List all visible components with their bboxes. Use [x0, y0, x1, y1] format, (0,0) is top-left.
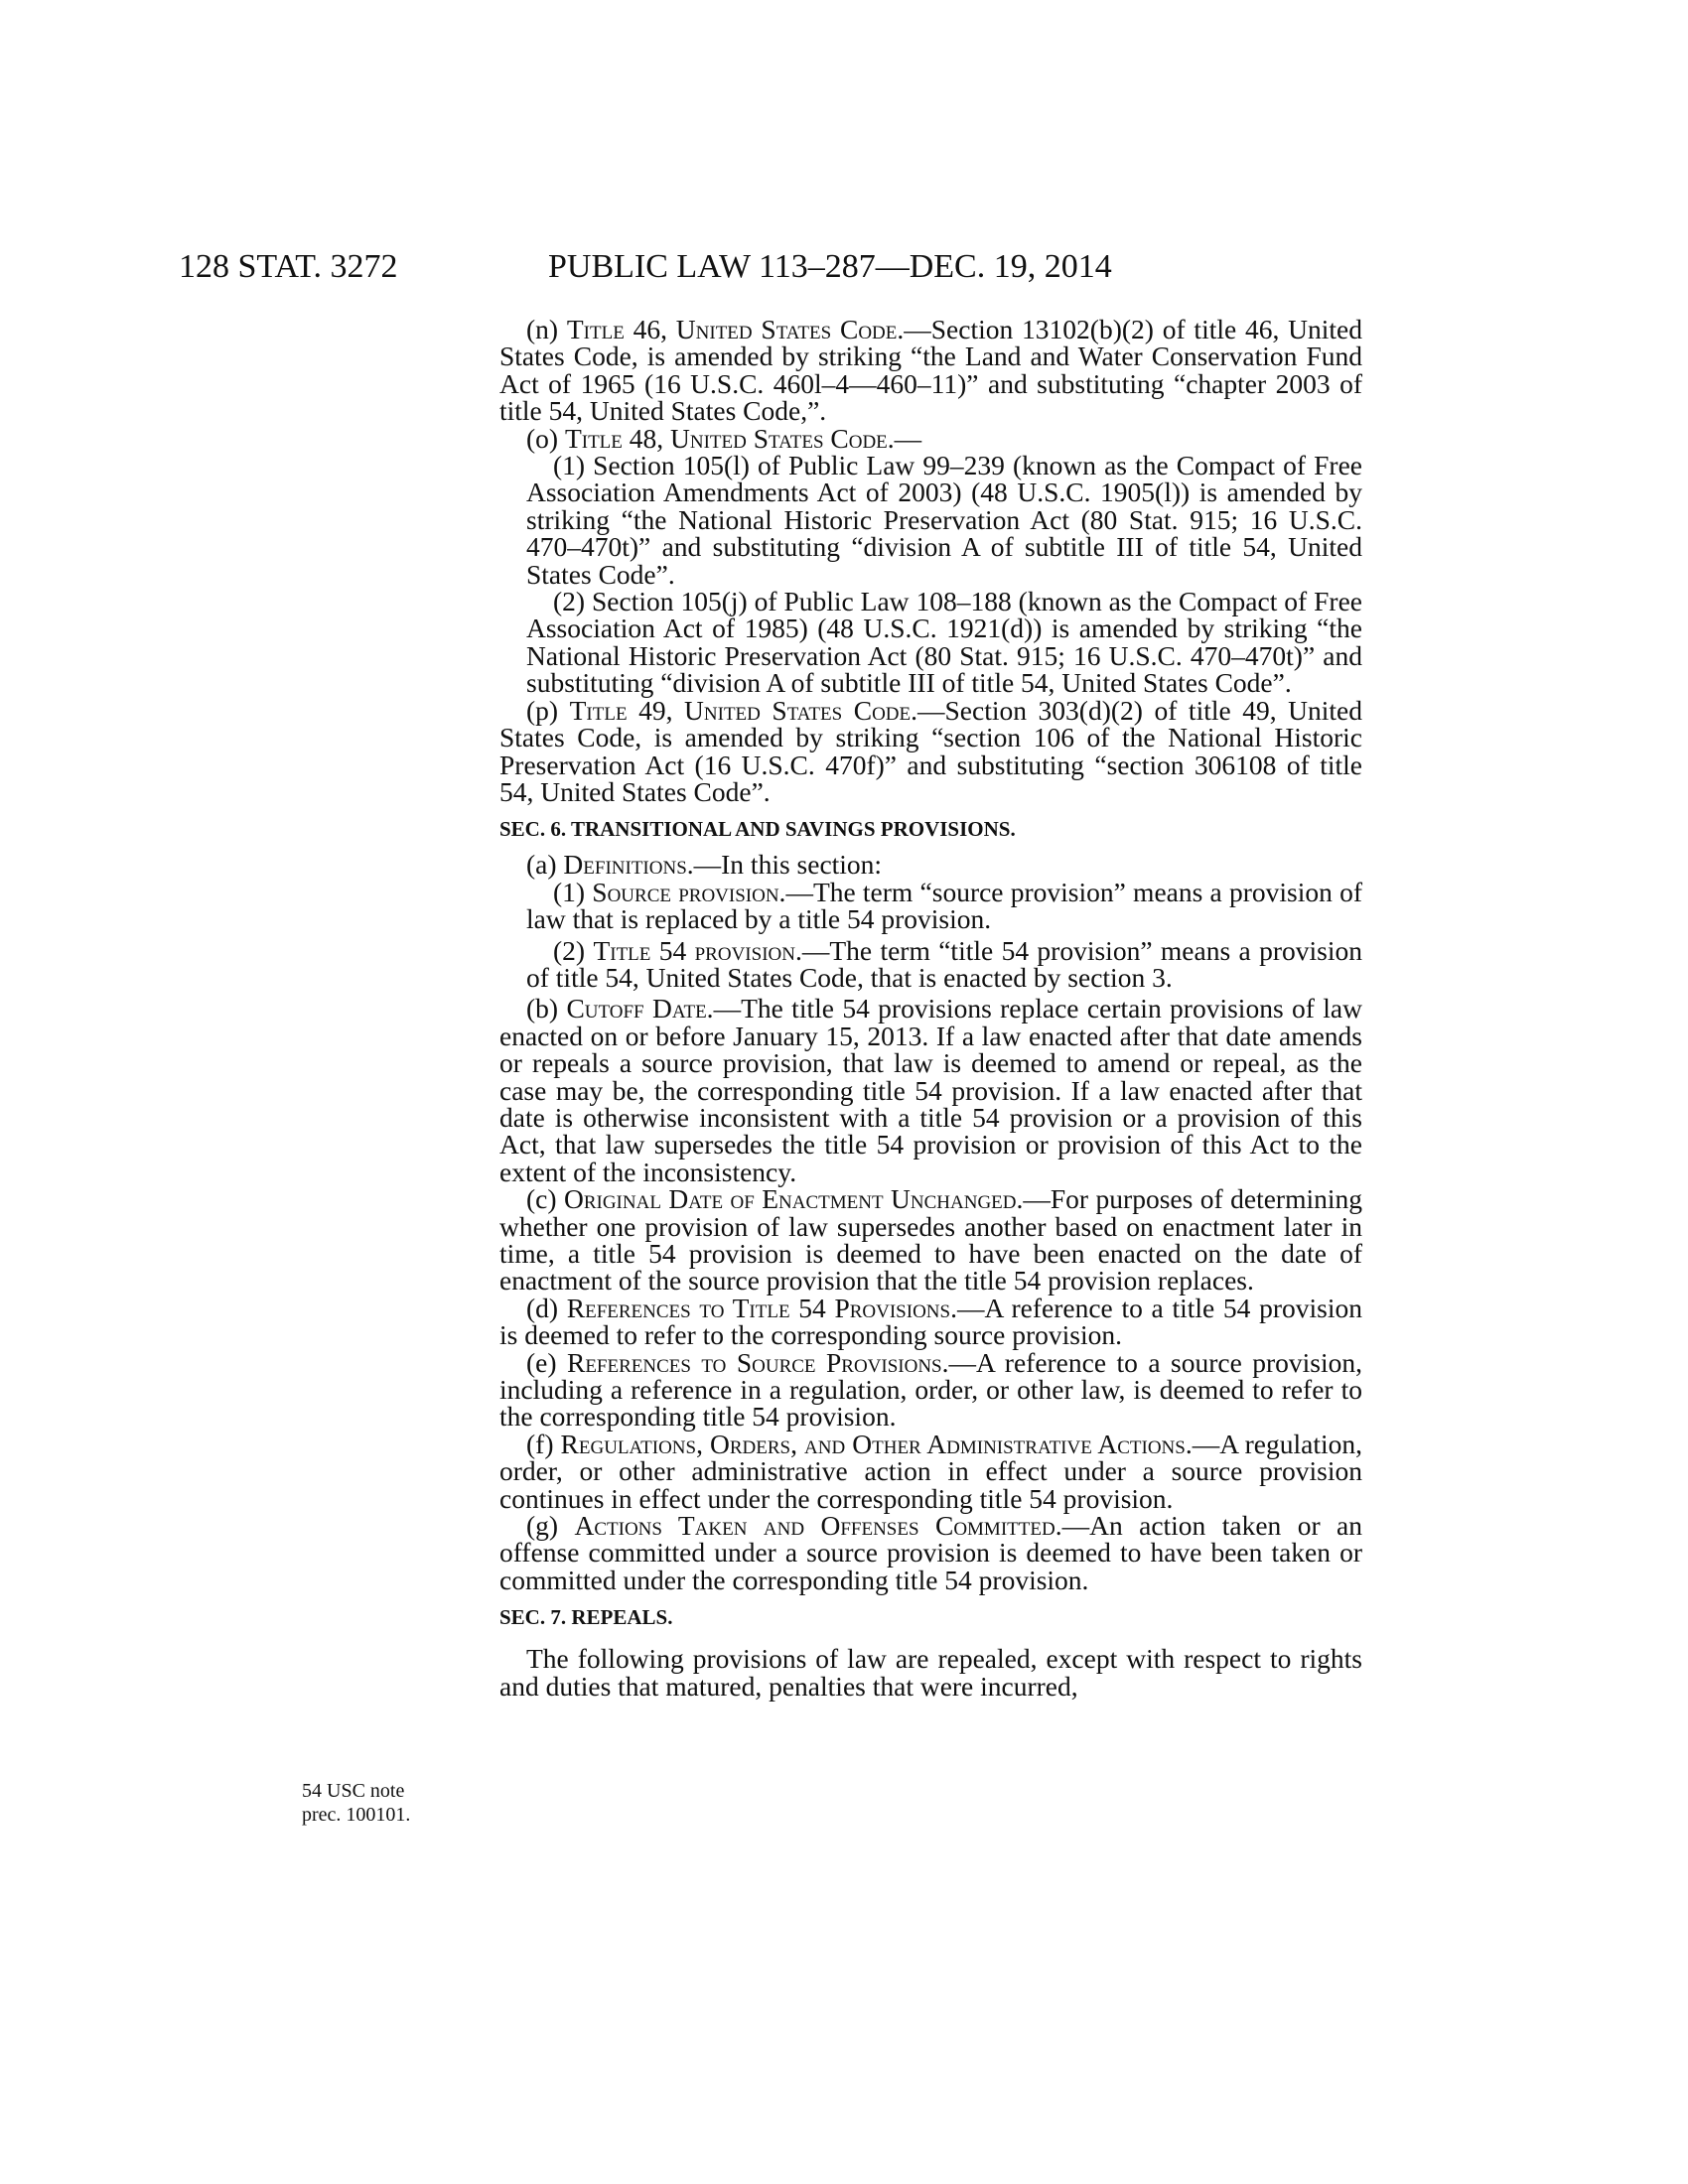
paragraph-marker: (c) [526, 1183, 564, 1215]
definition-heading: Source provision. [592, 876, 786, 907]
paragraph-n [499, 316, 1362, 425]
paragraph-text: —A reference to a title 54 provision is deemed to refer to the corresponding source provision. [499, 1292, 1362, 1351]
paragraph-text: — [894, 422, 922, 454]
paragraph-marker: (o) [526, 422, 565, 454]
section-6-heading: SEC. 6. TRANSITIONAL AND SAVINGS PROVISIONS. [499, 817, 1016, 842]
paragraph-6a [499, 849, 1362, 881]
paragraph-marker: (1) [553, 876, 593, 907]
statute-page-number: 128 STAT. 3272 [179, 248, 398, 285]
paragraph-marker: (p) [526, 694, 570, 726]
paragraph-heading: Cutoff Date. [566, 993, 714, 1024]
definition-heading: Title 54 provision. [593, 934, 802, 966]
paragraph-text: —Section 303(d)(2) of title 49, United States Code, is amended by striking “section 106 of the National Historic Preservation Act (16 U.S.C. 470f)” and substituting “section 306108 of title 54, United States Code”. [499, 694, 1363, 807]
paragraph-heading: Definitions. [563, 849, 694, 881]
paragraph-o [499, 422, 1362, 454]
section-7-heading: SEC. 7. REPEALS. [499, 1605, 673, 1630]
paragraph-text: —For purposes of determining whether one provision of law supersedes another based on enactment later in time, a title 54 provision is deemed to have been enacted on the date of enactment of the source provision that the title 54 provision replaces. [499, 1183, 1362, 1297]
paragraph-text: —The title 54 provisions replace certain provisions of law enacted on or before January 15, 2013. If a law enacted after that date amends or repeals a source provision, that law is deemed to amend or repeal, as the case may be, the corresponding title 54 provision. If a law enacted after that date is otherwise inconsistent with a title 54 provision or a provision of this Act, that law supersedes the title 54 provision or provision of this Act to the extent of the inconsistency. [499, 993, 1362, 1187]
paragraph-heading: Title 46, United States Code. [566, 314, 905, 344]
paragraph-o-1: (1) Section 105(l) of Public Law 99–239 (known as the Compact of Free Association Amendments Act of 2003) (48 U.S.C. 1905(l)) is amended by striking “the National Historic Preservation Act (80 Stat. 915; 16 U.S.C. 470–470t)” and substituting “division A of subtitle III of title 54, United States Code”. [526, 450, 1362, 590]
paragraph-heading: Actions Taken and Offenses Committed. [574, 1510, 1062, 1542]
paragraph-heading: Title 49, United States Code. [569, 694, 918, 726]
paragraph-marker: (n) [526, 314, 567, 344]
definition-text: —The term “title 54 provision” means a provision of title 54, United States Code, that is enacted by section 3. [526, 934, 1362, 993]
paragraph-text: —An action taken or an offense committed under a source provision is deemed to have been taken or committed under the corresponding title 54 provision. [499, 1510, 1362, 1595]
margin-note [302, 1779, 441, 1827]
paragraph-6f [499, 1428, 1362, 1514]
paragraph-marker: (g) [526, 1510, 575, 1542]
paragraph-text: —Section 13102(b)(2) of title 46, United States Code, is amended by striking “the Land and Water Conservation Fund Act of 1965 (16 U.S.C. 460l–4—460–11)” and substituting “chapter 2003 of title 54, United States Code,”. [499, 314, 1363, 427]
paragraph-marker: (2) [553, 934, 594, 966]
margin-note-line-2: prec. 100101. [302, 1804, 411, 1826]
paragraph-6b [499, 995, 1362, 1185]
definition-text: —The term “source provision” means a provision of law that is replaced by a title 54 provision. [526, 876, 1362, 935]
definition-source-provision [499, 876, 1362, 935]
paragraph-marker: (d) [526, 1292, 567, 1323]
paragraph-heading: Title 48, United States Code. [564, 422, 895, 454]
paragraph-heading: Regulations, Orders, and Other Administrative Actions. [560, 1428, 1193, 1459]
paragraph-heading: References to Source Provisions. [566, 1346, 949, 1378]
paragraph-6c [499, 1185, 1362, 1295]
paragraph-6e [499, 1346, 1362, 1433]
paragraph-6g [499, 1512, 1362, 1593]
page-header [179, 242, 1370, 292]
paragraph-marker: (f) [526, 1428, 561, 1459]
paragraph-text: —In this section: [693, 849, 883, 881]
paragraph-heading: References to Title 54 Provisions. [566, 1292, 957, 1323]
public-law-title: PUBLIC LAW 113–287—DEC. 19, 2014 [548, 248, 1112, 285]
paragraph-p [499, 694, 1363, 807]
paragraph-text: —A reference to a source provision, including a reference in a regulation, order, or other law, is deemed to refer to the corresponding title 54 provision. [499, 1346, 1362, 1433]
paragraph-6d [499, 1292, 1362, 1351]
paragraph-marker: (e) [526, 1346, 567, 1378]
paragraph-text: —A regulation, order, or other administrative action in effect under a source provision continues in effect under the corresponding title 54 provision. [499, 1428, 1362, 1514]
margin-note-line-1: 54 USC note [302, 1780, 405, 1802]
section-7-text: The following provisions of law are repealed, except with respect to rights and duties that matured, penalties that were incurred, [499, 1643, 1362, 1702]
definition-title-54-provision [499, 934, 1362, 993]
paragraph-marker: (b) [526, 993, 567, 1024]
paragraph-marker: (a) [526, 849, 564, 881]
paragraph-o-2: (2) Section 105(j) of Public Law 108–188 (known as the Compact of Free Association Act of 1985) (48 U.S.C. 1921(d)) is amended by striking “the National Historic Preservation Act (80 Stat. 915; 16 U.S.C. 470–470t)” and substituting “division A of subtitle III of title 54, United States Code”. [526, 586, 1362, 699]
document-body [499, 316, 1362, 1700]
paragraph-heading: Original Date of Enactment Unchanged. [563, 1183, 1024, 1215]
